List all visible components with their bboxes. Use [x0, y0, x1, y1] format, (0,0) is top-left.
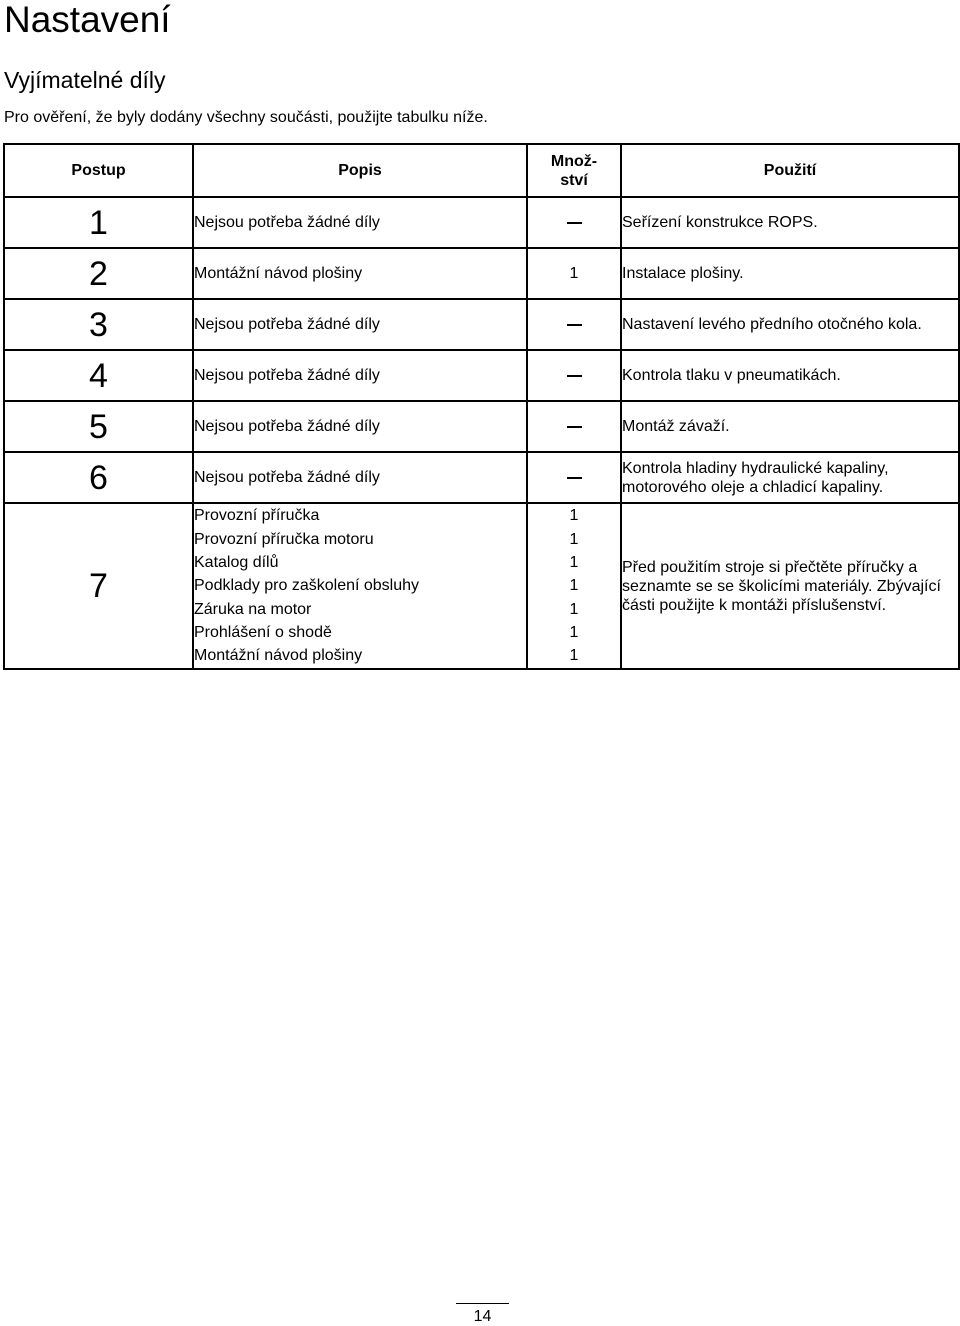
- step-number: 4: [4, 350, 193, 401]
- row-description: Montážní návod plošiny: [193, 248, 527, 299]
- row-use: Seřízení konstrukce ROPS.: [621, 197, 959, 248]
- table-row: [4, 503, 959, 669]
- dash-mark: [567, 477, 582, 479]
- list-item-quantity: 1: [569, 647, 579, 665]
- row-use: Nastavení levého předního otočného kola.: [621, 299, 959, 350]
- row-use: Kontrola tlaku v pneumatikách.: [621, 350, 959, 401]
- row-quantity: [527, 452, 621, 503]
- header-description: Popis: [193, 144, 527, 197]
- list-item-quantity: 1: [569, 577, 579, 595]
- dash-mark: [567, 324, 582, 326]
- row-description: Nejsou potřeba žádné díly: [193, 197, 527, 248]
- row-description-list: [193, 503, 527, 669]
- list-item: Záruka na motor: [194, 600, 312, 618]
- row-quantity-list: [527, 503, 621, 669]
- step-number: 5: [4, 401, 193, 452]
- row-description: Nejsou potřeba žádné díly: [193, 401, 527, 452]
- list-item: Montážní návod plošiny: [194, 647, 363, 665]
- row-quantity: [527, 350, 621, 401]
- row-quantity: [527, 299, 621, 350]
- header-quantity: [527, 144, 621, 197]
- list-item-quantity: 1: [569, 530, 579, 548]
- header-step: Postup: [4, 144, 193, 197]
- list-item: Prohlášení o shodě: [194, 623, 332, 641]
- list-item: Katalog dílů: [194, 554, 279, 572]
- row-quantity: [527, 401, 621, 452]
- row-quantity: [527, 197, 621, 248]
- list-item-quantity: 1: [569, 554, 579, 572]
- table-header-row: [4, 144, 959, 197]
- row-use: Kontrola hladiny hydraulické kapaliny, motorového oleje a chladicí kapaliny.: [621, 452, 959, 503]
- row-description: Nejsou potřeba žádné díly: [193, 350, 527, 401]
- header-use: Použití: [621, 144, 959, 197]
- step-number: 2: [4, 248, 193, 299]
- row-use: Instalace plošiny.: [621, 248, 959, 299]
- dash-mark: [567, 426, 582, 428]
- footer-rule: [456, 1303, 509, 1304]
- list-item-quantity: 1: [569, 507, 579, 525]
- dash-mark: [567, 375, 582, 377]
- intro-text: Pro ověření, že byly dodány všechny součásti, použijte tabulku níže.: [4, 109, 488, 126]
- row-quantity: 1: [527, 248, 621, 299]
- table-row: [4, 248, 959, 299]
- table-row: [4, 452, 959, 503]
- table-row: [4, 299, 959, 350]
- header-quantity-line1: Množ-: [550, 152, 598, 170]
- header-quantity-line2: ství: [560, 171, 588, 189]
- table-row: [4, 350, 959, 401]
- step-number: 3: [4, 299, 193, 350]
- page-number: 14: [473, 1308, 492, 1325]
- list-item: Podklady pro zaškolení obsluhy: [194, 577, 420, 595]
- dash-mark: [567, 222, 582, 224]
- table-row: [4, 401, 959, 452]
- parts-table: [3, 143, 960, 670]
- section-title: Vyjímatelné díly: [4, 67, 166, 93]
- list-item: Provozní příručka: [194, 507, 320, 525]
- list-item-quantity: 1: [569, 623, 579, 641]
- row-description: Nejsou potřeba žádné díly: [193, 299, 527, 350]
- page-title: Nastavení: [4, 0, 171, 40]
- step-number: 7: [4, 503, 193, 669]
- table-row: [4, 197, 959, 248]
- step-number: 1: [4, 197, 193, 248]
- list-item: Provozní příručka motoru: [194, 530, 374, 548]
- list-item-quantity: 1: [569, 600, 579, 618]
- row-description: Nejsou potřeba žádné díly: [193, 452, 527, 503]
- row-use: Před použitím stroje si přečtěte příručky a seznamte se se školicími materiály. Zbývající části použijte k montáži příslušenství.: [621, 503, 959, 669]
- step-number: 6: [4, 452, 193, 503]
- row-use: Montáž závaží.: [621, 401, 959, 452]
